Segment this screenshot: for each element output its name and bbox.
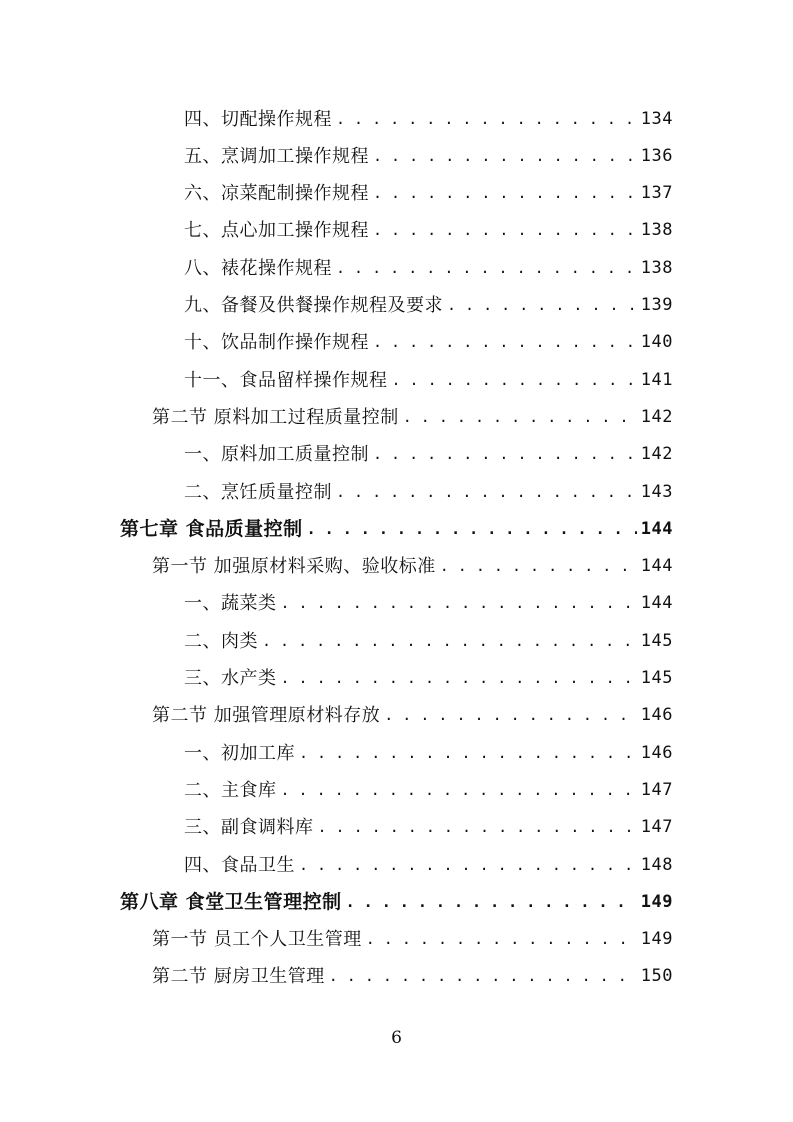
toc-entry-title: 二、主食库 bbox=[184, 779, 277, 801]
toc-entry-page: 138 bbox=[640, 257, 673, 278]
toc-entry-page: 139 bbox=[640, 295, 673, 315]
toc-entry-title: 五、烹调加工操作规程 bbox=[184, 145, 369, 167]
toc-entry[interactable] bbox=[120, 884, 673, 921]
toc-entry-page: 146 bbox=[640, 705, 673, 726]
dot-leader bbox=[447, 287, 637, 324]
dot-leader bbox=[373, 436, 637, 473]
dot-leader bbox=[403, 399, 637, 436]
toc-entry-title: 十、饮品制作操作规程 bbox=[184, 332, 369, 354]
toc-entry-page: 143 bbox=[640, 481, 673, 502]
toc-entry[interactable] bbox=[184, 212, 673, 249]
toc-entry[interactable] bbox=[184, 250, 673, 287]
toc-entry-page: 141 bbox=[640, 369, 673, 390]
toc-entry-title: 七、点心加工操作规程 bbox=[184, 220, 369, 242]
dot-leader bbox=[346, 884, 637, 921]
toc-entry-title: 八、裱花操作规程 bbox=[184, 257, 332, 279]
toc-entry-title: 第二节 原料加工过程质量控制 bbox=[152, 406, 399, 428]
toc-entry-page: 149 bbox=[640, 929, 673, 950]
toc-entry-page: 148 bbox=[640, 854, 673, 875]
toc-entry-title: 第一节 员工个人卫生管理 bbox=[152, 929, 362, 951]
page-number: 6 bbox=[391, 1028, 402, 1048]
toc-entry-page: 137 bbox=[640, 183, 673, 204]
toc-entry-title: 二、肉类 bbox=[184, 630, 258, 652]
toc-entry[interactable] bbox=[184, 287, 673, 324]
toc-entry[interactable] bbox=[184, 474, 673, 511]
toc-entry[interactable] bbox=[184, 362, 673, 399]
dot-leader bbox=[299, 847, 637, 884]
toc-entry-page: 146 bbox=[640, 742, 673, 763]
dot-leader bbox=[440, 548, 637, 585]
toc-entry[interactable] bbox=[184, 585, 673, 622]
toc-entry[interactable] bbox=[120, 511, 673, 548]
toc-entry-title: 第二节 加强管理原材料存放 bbox=[152, 705, 381, 727]
toc-entry-title: 三、副食调料库 bbox=[184, 817, 314, 839]
toc-entry[interactable] bbox=[184, 175, 673, 212]
toc-entry-page: 145 bbox=[640, 630, 673, 651]
toc-entry-page: 150 bbox=[640, 966, 673, 987]
toc-entry[interactable] bbox=[184, 436, 673, 473]
toc-entry-title: 四、食品卫生 bbox=[184, 854, 295, 876]
toc-entry-page: 134 bbox=[640, 108, 673, 129]
dot-leader bbox=[307, 511, 637, 548]
toc-entry[interactable] bbox=[152, 697, 673, 734]
dot-leader bbox=[336, 474, 637, 511]
toc-entry[interactable] bbox=[184, 623, 673, 660]
dot-leader bbox=[384, 697, 637, 734]
dot-leader bbox=[373, 324, 637, 361]
toc-entry-title: 十一、食品留样操作规程 bbox=[184, 369, 388, 391]
toc-entry-page: 149 bbox=[640, 891, 673, 912]
toc-entry[interactable] bbox=[184, 660, 673, 697]
toc-entry[interactable] bbox=[184, 324, 673, 361]
toc-entry-title: 一、原料加工质量控制 bbox=[184, 444, 369, 466]
dot-leader bbox=[373, 175, 637, 212]
toc-entry[interactable] bbox=[152, 921, 673, 958]
dot-leader bbox=[281, 772, 637, 809]
toc-entry[interactable] bbox=[184, 138, 673, 175]
dot-leader bbox=[262, 623, 637, 660]
toc-entry-title: 一、蔬菜类 bbox=[184, 593, 277, 615]
dot-leader bbox=[392, 362, 637, 399]
toc-entry[interactable] bbox=[184, 772, 673, 809]
toc-entry-title: 一、初加工库 bbox=[184, 742, 295, 764]
dot-leader bbox=[318, 809, 637, 846]
toc-entry-page: 147 bbox=[640, 817, 673, 838]
toc-entry[interactable] bbox=[152, 958, 673, 995]
toc-entry[interactable] bbox=[184, 101, 673, 138]
toc-entry-page: 144 bbox=[640, 593, 673, 614]
toc-entry-title: 第二节 厨房卫生管理 bbox=[152, 966, 325, 988]
toc-entry-page: 144 bbox=[640, 556, 673, 577]
toc-entry[interactable] bbox=[184, 809, 673, 846]
toc-entry-page: 140 bbox=[640, 332, 673, 353]
dot-leader bbox=[336, 101, 637, 138]
toc-entry[interactable] bbox=[184, 847, 673, 884]
toc-entry[interactable] bbox=[152, 399, 673, 436]
toc-entry-title: 第八章 食堂卫生管理控制 bbox=[120, 890, 342, 913]
dot-leader bbox=[336, 250, 637, 287]
dot-leader bbox=[366, 921, 637, 958]
toc-entry-title: 四、切配操作规程 bbox=[184, 108, 332, 130]
dot-leader bbox=[281, 585, 637, 622]
toc-entry-title: 九、备餐及供餐操作规程及要求 bbox=[184, 295, 443, 316]
dot-leader bbox=[373, 212, 637, 249]
toc-entry-title: 六、凉菜配制操作规程 bbox=[184, 183, 369, 205]
toc-entry-page: 142 bbox=[640, 444, 673, 465]
toc-entry-page: 138 bbox=[640, 220, 673, 241]
toc-entry-page: 136 bbox=[640, 145, 673, 166]
dot-leader bbox=[299, 735, 637, 772]
toc-entry-page: 142 bbox=[640, 406, 673, 427]
toc-entry-title: 二、烹饪质量控制 bbox=[184, 481, 332, 503]
dot-leader bbox=[373, 138, 637, 175]
toc-entry-page: 144 bbox=[640, 518, 673, 539]
toc-entry-page: 147 bbox=[640, 779, 673, 800]
dot-leader bbox=[329, 958, 637, 995]
toc-entry-page: 145 bbox=[640, 668, 673, 688]
toc-entry[interactable] bbox=[152, 548, 673, 585]
toc-entry-title: 第七章 食品质量控制 bbox=[120, 517, 303, 540]
toc-entry[interactable] bbox=[184, 735, 673, 772]
toc-entry-title: 第一节 加强原材料采购、验收标准 bbox=[152, 556, 436, 578]
dot-leader bbox=[281, 660, 637, 697]
toc-entry-title: 三、水产类 bbox=[184, 668, 277, 689]
